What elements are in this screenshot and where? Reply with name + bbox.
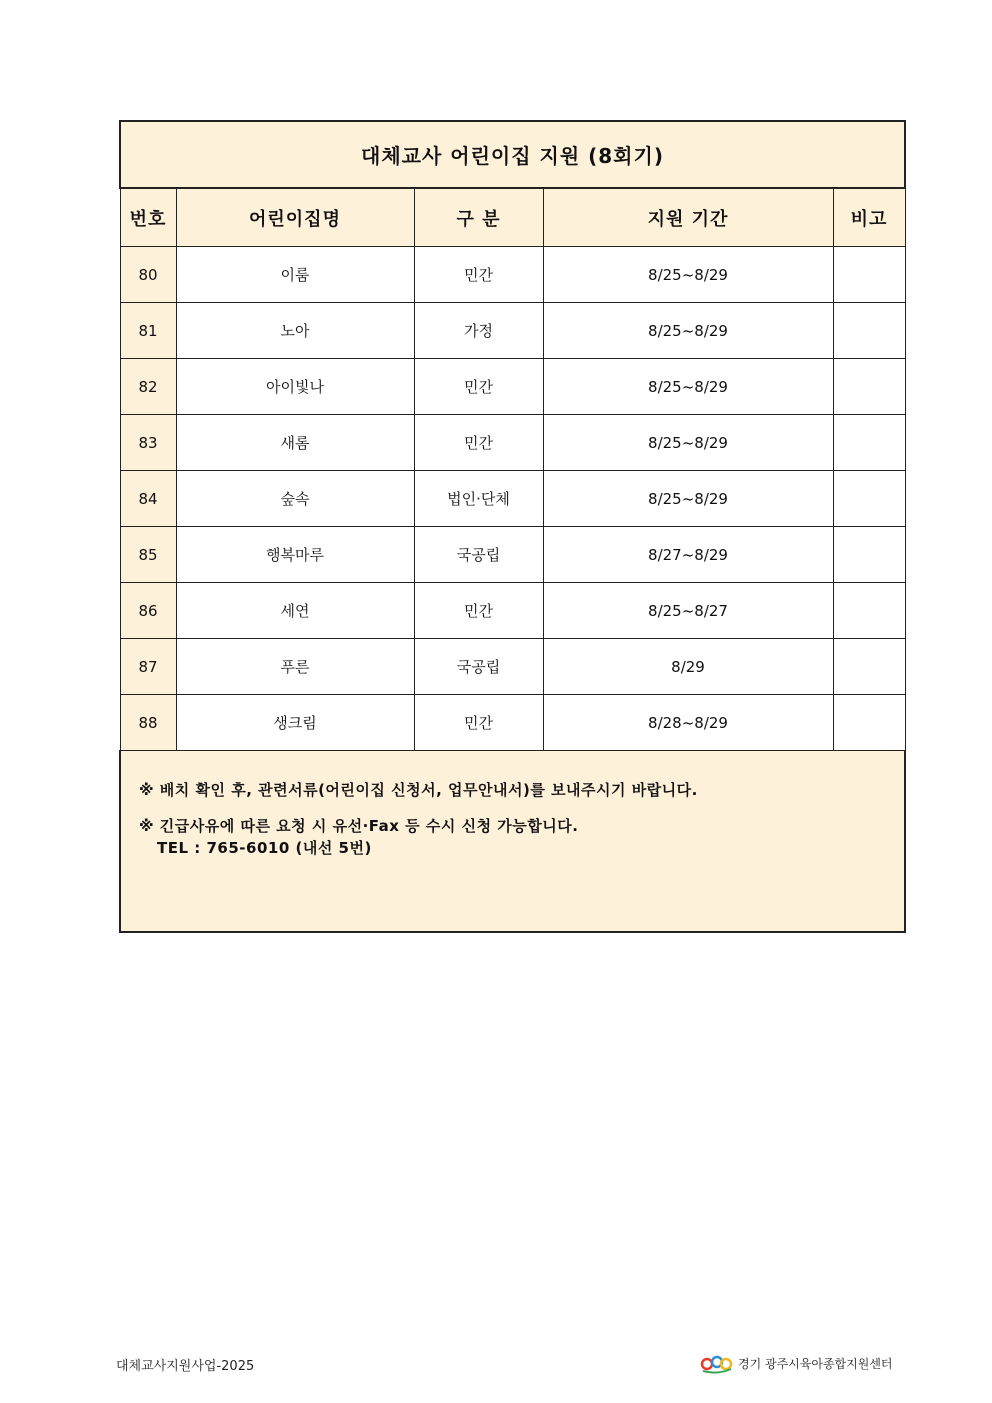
- cell-remarks: [833, 695, 905, 751]
- cell-period: 8/25~8/29: [543, 303, 833, 359]
- table-row: [120, 303, 905, 359]
- cell-period: 8/25~8/29: [543, 415, 833, 471]
- cell-name: 새롬: [176, 415, 414, 471]
- cell-period: 8/29: [543, 639, 833, 695]
- table-row: [120, 527, 905, 583]
- footer-organization-name: 경기 광주시육아종합지원센터: [738, 1356, 893, 1371]
- cell-number: 87: [120, 639, 176, 695]
- table-row: [120, 471, 905, 527]
- cell-name: 행복마루: [176, 527, 414, 583]
- cell-type: 민간: [414, 415, 543, 471]
- col-header-number: 번호: [120, 188, 176, 247]
- cell-remarks: [833, 303, 905, 359]
- cell-type: 민간: [414, 359, 543, 415]
- cell-name: 아이빛나: [176, 359, 414, 415]
- col-header-period: 지원 기간: [543, 188, 833, 247]
- cell-remarks: [833, 527, 905, 583]
- cell-number: 81: [120, 303, 176, 359]
- cell-period: 8/25~8/29: [543, 359, 833, 415]
- cell-number: 83: [120, 415, 176, 471]
- cell-number: 80: [120, 247, 176, 303]
- cell-type: 민간: [414, 695, 543, 751]
- cell-period: 8/25~8/27: [543, 583, 833, 639]
- cell-number: 85: [120, 527, 176, 583]
- cell-remarks: [833, 583, 905, 639]
- table-title: 대체교사 어린이집 지원 (8회기): [120, 121, 905, 188]
- table-row: [120, 695, 905, 751]
- col-header-type: 구 분: [414, 188, 543, 247]
- table-row: [120, 247, 905, 303]
- cell-remarks: [833, 471, 905, 527]
- note-emergency: ※ 긴급사유에 따른 요청 시 유선·Fax 등 수시 신청 가능합니다.: [139, 817, 579, 835]
- cell-number: 88: [120, 695, 176, 751]
- table-row: [120, 583, 905, 639]
- col-header-remarks: 비고: [833, 188, 905, 247]
- cell-type: 민간: [414, 247, 543, 303]
- cell-number: 86: [120, 583, 176, 639]
- table-row: [120, 359, 905, 415]
- cell-name: 노아: [176, 303, 414, 359]
- cell-period: 8/27~8/29: [543, 527, 833, 583]
- notes-box: [120, 751, 905, 933]
- footer-program-label: 대체교사지원사업-2025: [116, 1359, 255, 1374]
- cell-name: 세연: [176, 583, 414, 639]
- table-row: [120, 639, 905, 695]
- footer-organization: [700, 1352, 893, 1374]
- cell-period: 8/28~8/29: [543, 695, 833, 751]
- assignment-table: [119, 120, 906, 933]
- cell-type: 민간: [414, 583, 543, 639]
- cell-remarks: [833, 639, 905, 695]
- cell-period: 8/25~8/29: [543, 471, 833, 527]
- cell-number: 82: [120, 359, 176, 415]
- table-row: [120, 415, 905, 471]
- note-telephone: TEL : 765-6010 (내선 5번): [157, 839, 372, 857]
- cell-remarks: [833, 247, 905, 303]
- cell-name: 숲속: [176, 471, 414, 527]
- cell-number: 84: [120, 471, 176, 527]
- cell-name: 이룸: [176, 247, 414, 303]
- cell-remarks: [833, 359, 905, 415]
- header-row: [120, 188, 905, 247]
- cell-type: 국공립: [414, 639, 543, 695]
- cell-type: 국공립: [414, 527, 543, 583]
- cell-type: 가정: [414, 303, 543, 359]
- col-header-name: 어린이집명: [176, 188, 414, 247]
- cell-type: 법인·단체: [414, 471, 543, 527]
- cell-name: 생크림: [176, 695, 414, 751]
- cell-name: 푸른: [176, 639, 414, 695]
- cell-period: 8/25~8/29: [543, 247, 833, 303]
- center-logo-icon: [700, 1352, 734, 1374]
- cell-remarks: [833, 415, 905, 471]
- note-documents: ※ 배치 확인 후, 관련서류(어린이집 신청서, 업무안내서)를 보내주시기 바랍니다.: [139, 781, 698, 799]
